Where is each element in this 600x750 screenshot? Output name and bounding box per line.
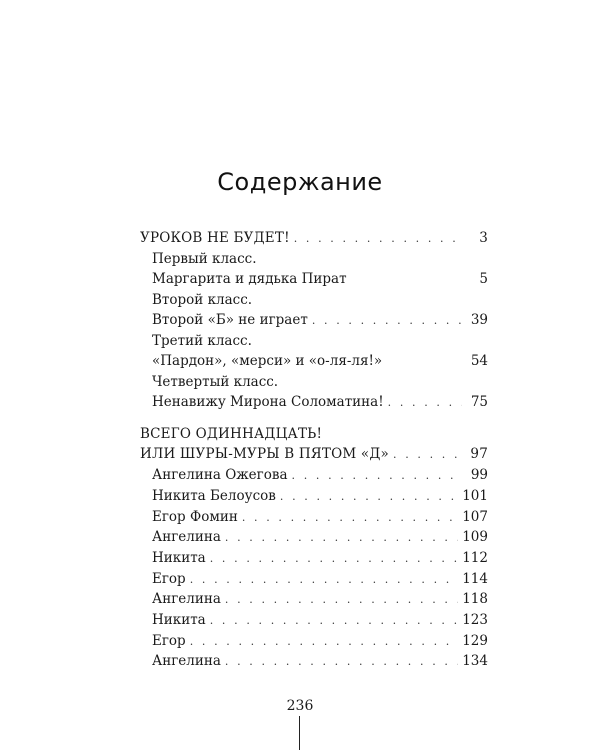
toc-entry-page: 5 [479, 271, 488, 287]
toc-entry [152, 250, 488, 268]
toc-entry-title: Маргарита и дядька Пират [152, 271, 347, 287]
toc-entry-page: 39 [470, 312, 488, 328]
toc-entry-page: 75 [470, 394, 488, 410]
toc-entry [152, 611, 488, 630]
toc-entry-title: Первый класс. [152, 251, 257, 267]
page-title: Содержание [217, 168, 383, 196]
toc-entry [152, 291, 488, 309]
toc-entry-page: 118 [462, 591, 488, 607]
dot-leader [312, 312, 462, 330]
toc-entry-title: Четвертый класс. [152, 374, 279, 390]
toc-entry-title: Ангелина [152, 591, 221, 607]
toc-entry-title: Егор [152, 633, 186, 649]
toc-entry-title: «Пардон», «мерси» и «о-ля-ля!» [152, 353, 383, 369]
toc-entry [152, 632, 488, 651]
toc-entry-page: 109 [462, 529, 488, 545]
dot-leader [225, 529, 458, 547]
toc-entry-page: 54 [470, 353, 488, 369]
toc-entry-title: Егор Фомин [152, 509, 238, 525]
dot-leader [190, 633, 459, 651]
toc-entry-page: 129 [462, 633, 488, 649]
dot-leader [225, 591, 458, 609]
toc-entry-page: 99 [470, 467, 488, 483]
toc-entry-title: Никита Белоусов [152, 488, 276, 504]
toc-entry-page: 3 [479, 230, 488, 246]
dot-leader [225, 653, 458, 671]
toc-entry-title: Никита [152, 550, 206, 566]
dot-leader [210, 550, 458, 568]
toc-entry [152, 528, 488, 547]
toc-entry-title: Второй «Б» не играет [152, 312, 308, 328]
toc-entry-page: 101 [462, 488, 488, 504]
dot-leader [292, 467, 462, 485]
toc-entry-title: Третий класс. [152, 333, 252, 349]
toc-entry-title: ВСЕГО ОДИННАДЦАТЬ! [140, 426, 323, 442]
toc-entry-title: Ангелина Ожегова [152, 467, 288, 483]
toc-entry [152, 487, 488, 506]
toc-entry-title: Второй класс. [152, 292, 253, 308]
toc-entry [152, 311, 488, 330]
dot-leader [294, 230, 462, 248]
toc-entry-title: Егор [152, 571, 186, 587]
vertical-rule [299, 716, 300, 750]
toc-entry [152, 270, 488, 289]
toc-entry-title: УРОКОВ НЕ БУДЕТ! [140, 230, 290, 246]
table-of-contents [140, 0, 488, 750]
toc-entry [152, 466, 488, 485]
toc-entry-part-2-continued [140, 445, 488, 464]
toc-entry-page: 107 [462, 509, 488, 525]
dot-leader [280, 488, 458, 506]
toc-entry-page: 123 [462, 612, 488, 628]
toc-entry [152, 332, 488, 350]
toc-entry-title: Ненавижу Мирона Соломатина! [152, 394, 384, 410]
toc-entry [152, 549, 488, 568]
toc-entry [152, 570, 488, 589]
toc-entry-part-1 [140, 229, 488, 248]
dot-leader [190, 571, 459, 589]
toc-entry-page: 134 [462, 653, 488, 669]
toc-entry-part-2 [140, 425, 488, 443]
toc-entry-page: 114 [462, 571, 488, 587]
dot-leader [210, 612, 458, 630]
dot-leader [393, 446, 462, 464]
toc-entry-title: ИЛИ ШУРЫ-МУРЫ В ПЯТОМ «Д» [140, 446, 389, 462]
dot-leader [242, 509, 458, 527]
toc-entry-title: Ангелина [152, 529, 221, 545]
toc-entry [152, 352, 488, 371]
toc-entry [152, 393, 488, 412]
toc-entry-title: Никита [152, 612, 206, 628]
page-number: 236 [286, 698, 314, 714]
toc-entry-page: 97 [470, 446, 488, 462]
dot-leader [388, 394, 462, 412]
toc-entry [152, 590, 488, 609]
toc-entry-page: 112 [462, 550, 488, 566]
toc-entry [152, 373, 488, 391]
toc-entry [152, 652, 488, 671]
toc-entry [152, 508, 488, 527]
toc-entry-title: Ангелина [152, 653, 221, 669]
